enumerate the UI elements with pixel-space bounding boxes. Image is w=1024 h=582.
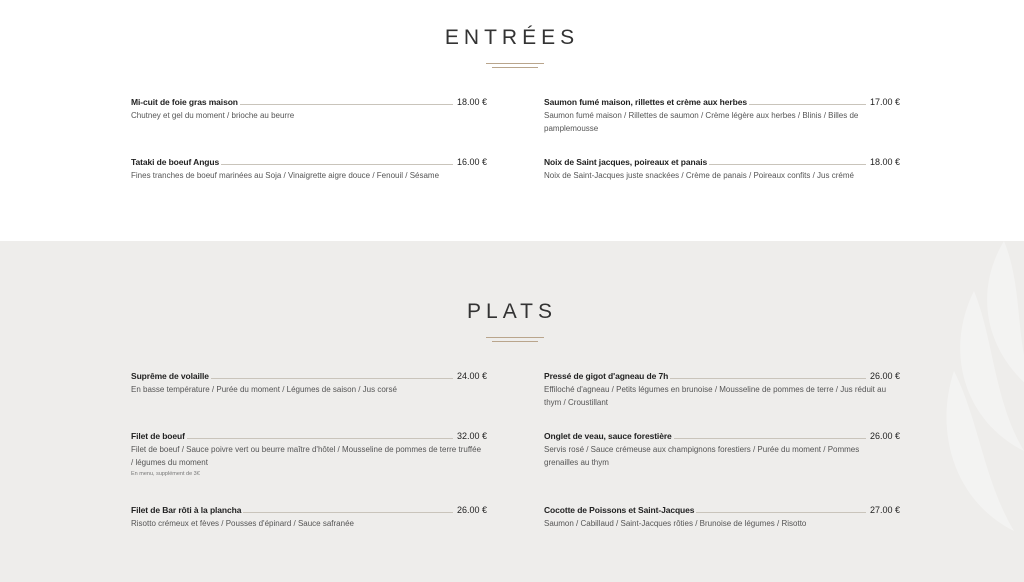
title-ornament [486, 337, 544, 343]
dish-description: En basse température / Purée du moment / Légumes de saison / Jus corsé [131, 385, 397, 394]
entrees-section [0, 0, 1024, 241]
dotted-leader [211, 378, 453, 379]
dish-name: Suprême de volaille [131, 371, 209, 381]
dotted-leader [674, 438, 866, 439]
dish-item [544, 369, 900, 409]
dish-name: Pressé de gigot d'agneau de 7h [544, 371, 669, 381]
dish-price: 26.00 € [869, 431, 900, 441]
dish-price: 24.00 € [456, 371, 487, 381]
dish-price: 18.00 € [456, 97, 487, 107]
dish-price: 27.00 € [869, 505, 900, 515]
dish-description: Filet de boeuf / Sauce poivre vert ou beurre maître d'hôtel / Mousseline de pommes de terre truffée / légumes du moment [131, 445, 482, 467]
plats-section [0, 241, 1024, 582]
dotted-leader [243, 512, 453, 513]
dish-price: 16.00 € [456, 157, 487, 167]
dish-name: Onglet de veau, sauce forestière [544, 431, 672, 441]
supplement-note: En menu, supplément de 3€ [131, 471, 200, 477]
dotted-leader [709, 164, 866, 165]
dish-description: Chutney et gel du moment / brioche au beurre [131, 111, 295, 120]
leaf-decoration-icon [864, 241, 1024, 582]
dotted-leader [187, 438, 453, 439]
dish-name: Noix de Saint jacques, poireaux et panais [544, 157, 708, 167]
dotted-leader [696, 512, 866, 513]
dish-description: Saumon / Cabillaud / Saint-Jacques rôties / Brunoise de légumes / Risotto [544, 519, 807, 528]
dish-item [544, 429, 900, 469]
dotted-leader [670, 378, 866, 379]
dish-description: Fines tranches de boeuf marinées au Soja / Vinaigrette aigre douce / Fenouil / Sésame [131, 171, 440, 180]
dish-item [544, 95, 900, 135]
dotted-leader [749, 104, 866, 105]
dotted-leader [240, 104, 453, 105]
dish-description: Noix de Saint-Jacques juste snackées / Crème de panais / Poireaux confits / Jus crémé [544, 171, 854, 180]
dish-name: Mi-cuit de foie gras maison [131, 97, 238, 107]
dish-description: Effiloché d'agneau / Petits légumes en brunoise / Mousseline de pommes de terre / Jus réduit au thym / Croustillant [544, 385, 887, 407]
plats-title: PLATS [467, 300, 557, 323]
dish-price: 17.00 € [869, 97, 900, 107]
dish-item [544, 155, 900, 182]
dish-price: 26.00 € [869, 371, 900, 381]
dish-description: Servis rosé / Sauce crémeuse aux champignons forestiers / Purée du moment / Pommes grenailles au thym [544, 445, 860, 467]
dish-name: Saumon fumé maison, rillettes et crème aux herbes [544, 97, 747, 107]
dish-name: Filet de boeuf [131, 431, 185, 441]
dish-price: 26.00 € [456, 505, 487, 515]
title-ornament [486, 63, 544, 69]
dish-name: Tataki de boeuf Angus [131, 157, 220, 167]
dish-price: 32.00 € [456, 431, 487, 441]
dish-name: Filet de Bar rôti à la plancha [131, 505, 242, 515]
dish-item [131, 429, 487, 477]
dish-item [131, 503, 487, 530]
dish-name: Cocotte de Poissons et Saint-Jacques [544, 505, 695, 515]
dish-description: Saumon fumé maison / Rillettes de saumon / Crème légère aux herbes / Blinis / Billes de pamplemousse [544, 111, 859, 133]
entrees-title: ENTRÉES [444, 26, 580, 49]
dish-price: 18.00 € [869, 157, 900, 167]
dish-item [131, 369, 487, 396]
dish-item [131, 155, 487, 182]
dish-description: Risotto crémeux et fèves / Pousses d'épinard / Sauce safranée [131, 519, 354, 528]
dish-item [544, 503, 900, 530]
dish-item [131, 95, 487, 122]
dotted-leader [221, 164, 453, 165]
